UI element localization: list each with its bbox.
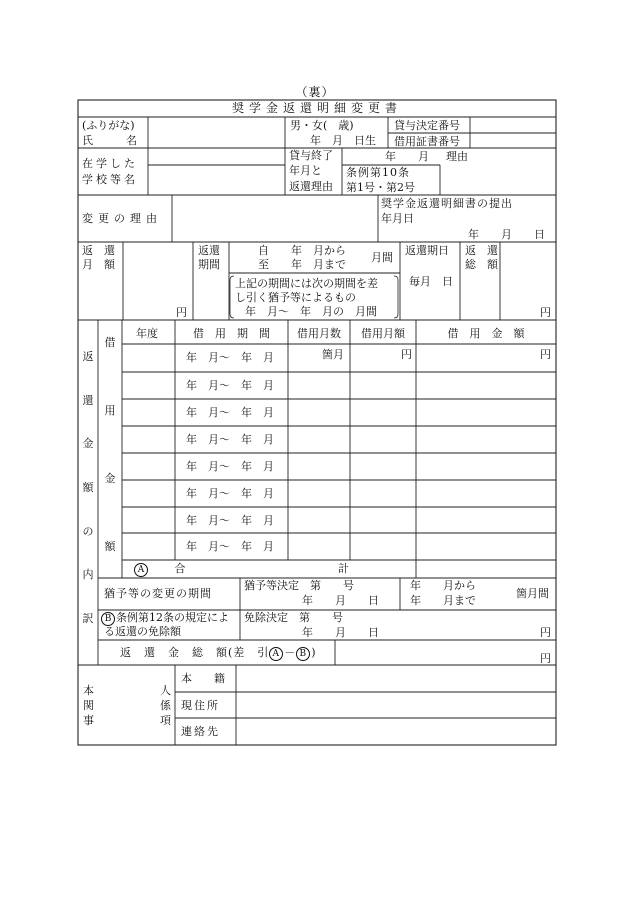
mark-a: A (134, 563, 148, 577)
loan-period-cell: 年 月～ 年 月 (186, 406, 274, 419)
person-char-4: 係 (160, 699, 171, 712)
deferral-decision: 猶予等決定 第 号 (244, 579, 354, 592)
form-title: 奨学金返還明細変更書 (231, 101, 402, 115)
statement-submit-date-label: 年月日 (381, 212, 414, 225)
gender-age-label: 男・女( 歳) (290, 119, 354, 132)
repay-period-label-1: 返還 (198, 244, 220, 257)
repay-total-label-2: 総 額 (465, 258, 498, 271)
person-char-5: 事 (83, 714, 94, 727)
repay-monthly-yen: 円 (176, 306, 187, 319)
loan-end-year-month: 年 月 (385, 150, 429, 163)
loan-end-line-2: 年月と (289, 164, 322, 177)
borrowed-char: 金 (104, 472, 116, 485)
registered-domicile-label: 本 籍 (181, 672, 225, 685)
mark-a-total: A (269, 647, 283, 661)
deferral-change-period: 猶予等の変更の期間 (104, 587, 212, 600)
breakdown-char: 額 (82, 480, 94, 494)
loan-period-cell: 年 月～ 年 月 (186, 514, 274, 527)
loan-end-reason-label: 理由 (446, 150, 468, 163)
borrowed-char: 用 (104, 404, 116, 417)
exemption-decision-date: 年 月 日 (302, 626, 379, 639)
mark-b: B (101, 612, 115, 626)
exemption-label-1 (101, 611, 229, 626)
person-char-2: 人 (160, 684, 171, 697)
school-label: 在学した学校等名 (82, 157, 138, 186)
sum-label: 合 (174, 562, 186, 575)
deduct-note-1: 上記の期間には次の期間を差 (235, 277, 378, 290)
breakdown-char: 内 (82, 568, 94, 582)
breakdown-char: 訳 (82, 611, 94, 625)
current-address-label: 現住所 (181, 699, 220, 712)
breakdown-char: 還 (82, 393, 94, 407)
loan-end-line-3: 返還理由 (289, 180, 333, 193)
sum-label-end: 計 (338, 562, 349, 575)
ordinance-article: 条例第10条 (346, 166, 410, 179)
repay-due-label: 返還期日 (405, 244, 449, 257)
page-marker: （裏） (295, 85, 335, 99)
contact-label: 連絡先 (181, 725, 220, 738)
statement-submit-date: 年 月 日 (468, 228, 545, 241)
exemption-yen: 円 (540, 626, 551, 639)
breakdown-char: 返 (82, 350, 94, 363)
birth-date-label: 年 月 日生 (310, 134, 376, 147)
repay-total-yen: 円 (540, 306, 551, 319)
total-repay-minus: － (284, 646, 297, 659)
header-period: 借 用 期 間 (193, 327, 270, 340)
header-year: 年度 (136, 327, 158, 340)
deferral-months: 箇月間 (516, 587, 549, 600)
total-repay-text: 返 還 金 総 額(差 引 (120, 646, 270, 659)
furigana-label: (ふりがな) (82, 119, 135, 132)
period-from: 自 年 月から (258, 244, 346, 257)
exemption-label-2: る返還の免除額 (104, 625, 181, 638)
deferral-decision-date: 年 月 日 (302, 594, 379, 607)
borrowed-label (99, 334, 121, 554)
header-monthly-amount: 借用月額 (361, 327, 405, 340)
deferral-from: 年 月から (410, 579, 476, 592)
deduct-note-3: 年 月～ 年 月の 月間 (245, 305, 377, 318)
loan-period-cell: 年 月～ 年 月 (186, 460, 274, 473)
loan-period-cell: 年 月～ 年 月 (186, 433, 274, 446)
repay-period-label-2: 期間 (198, 258, 220, 271)
statement-submit-label: 奨学金返還明細書の提出 (381, 197, 513, 210)
loan-period-cell: 年 月～ 年 月 (186, 351, 274, 364)
monthly-amount-yen: 円 (401, 348, 412, 361)
loan-amount-yen: 円 (540, 348, 551, 361)
period-months: 月間 (371, 251, 393, 264)
months-unit: 箇月 (322, 348, 344, 361)
person-char-1: 本 (83, 684, 94, 697)
loan-period-cell: 年 月～ 年 月 (186, 540, 274, 553)
header-loan-amount: 借 用 金 額 (447, 327, 525, 340)
sum-label-row (134, 562, 186, 577)
breakdown-label (79, 348, 97, 626)
period-to: 至 年 月まで (258, 258, 346, 271)
exemption-decision: 免除決定 第 号 (244, 611, 343, 624)
header-months: 借用月数 (297, 327, 341, 340)
deduct-note-2: し引く猶予等によるもの (235, 291, 356, 304)
loan-decision-no-label: 貸与決定番号 (394, 119, 460, 132)
borrowed-char: 借 (104, 336, 116, 349)
total-repay-close: ) (311, 646, 317, 659)
change-reason-label: 変更の理由 (82, 212, 162, 225)
person-char-3: 関 (83, 699, 94, 712)
repay-total-label-1: 返 還 (465, 244, 498, 257)
loan-period-cell: 年 月～ 年 月 (186, 379, 274, 392)
mark-b-total: B (296, 647, 310, 661)
repay-monthly-label-1: 返 還 (82, 244, 115, 257)
breakdown-char: の (82, 524, 94, 538)
total-repay-yen: 円 (540, 652, 551, 665)
loan-period-cell: 年 月～ 年 月 (186, 487, 274, 500)
loan-cert-no-label: 借用証書番号 (394, 135, 460, 148)
person-char-6: 項 (160, 714, 171, 727)
exemption-text-1: 条例第12条の規定によ (116, 611, 229, 624)
breakdown-char: 金 (82, 437, 94, 451)
name-label: 氏 名 (82, 134, 137, 147)
borrowed-char: 額 (104, 540, 116, 553)
repay-monthly-label-2: 月 額 (82, 258, 115, 271)
loan-end-line-1: 貸与終了 (289, 149, 333, 162)
deferral-until: 年 月まで (410, 594, 476, 607)
total-repay-label (120, 646, 317, 661)
repay-due-value: 毎月 日 (409, 275, 453, 288)
ordinance-items: 第1号・第2号 (346, 181, 415, 194)
